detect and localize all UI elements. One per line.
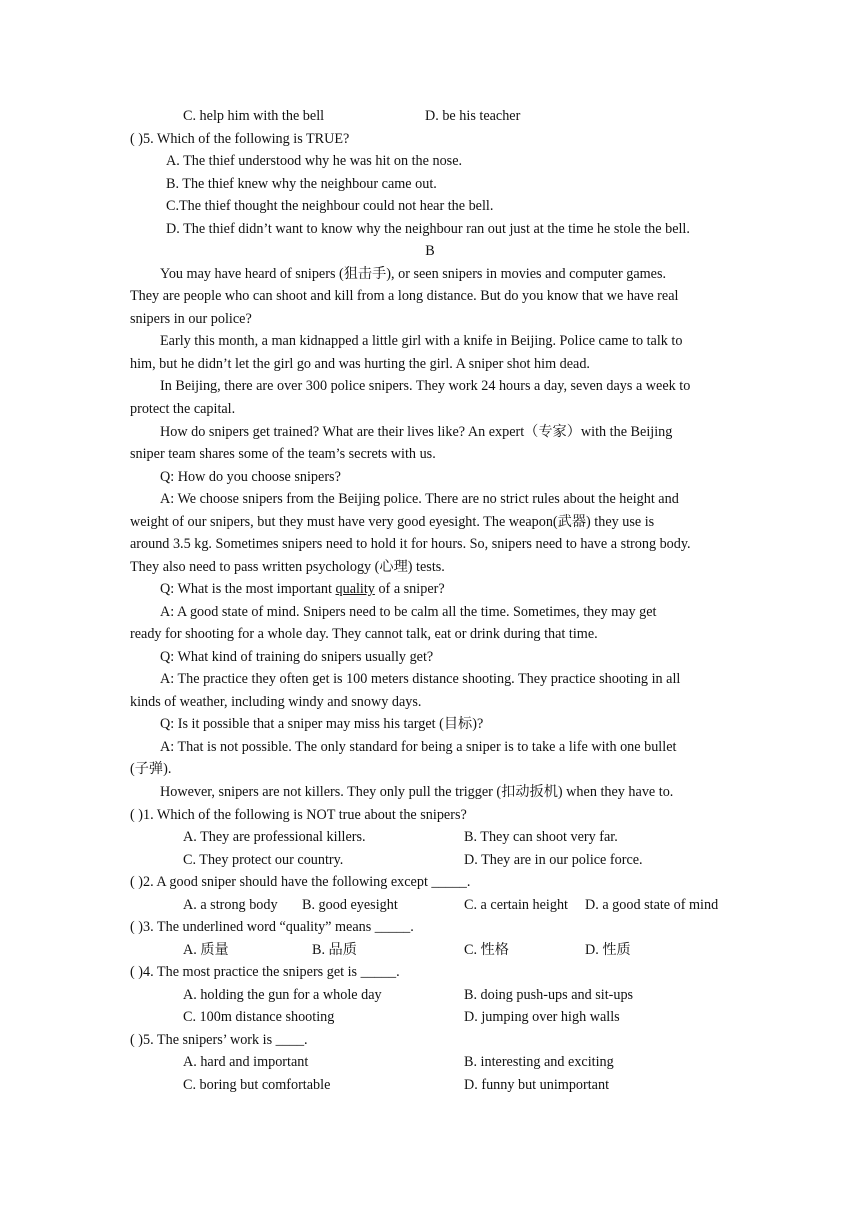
q2-option-d: D. a good state of mind [585,897,719,913]
q3-option-b: B. 品质 [312,942,357,958]
q2-option-b: B. good eyesight [302,897,398,913]
passage-line: sniper team shares some of the team’s secrets with us. [130,446,436,462]
passage-line: weight of our snipers, but they must have very good eyesight. The weapon(武器) they use is [130,514,655,530]
question-2-stem-line [130,873,470,891]
quality-question-prefix: Q: What is the most important [160,581,336,597]
a-q5-option-b: B. The thief knew why the neighbour came out. [166,176,437,192]
passage-line: Q: What kind of training do snipers usually get? [160,649,434,665]
underlined-word: quality [335,581,375,597]
q1-option-c: C. They protect our country. [183,852,344,868]
a-q4-option-c: C. help him with the bell [183,108,325,124]
passage-line: They are people who can shoot and kill from a long distance. But do you know that we have real [130,288,679,304]
passage-line: around 3.5 kg. Sometimes snipers need to hold it for hours. So, snipers need to have a strong body. [130,536,691,552]
answer-blank[interactable]: ( ) [130,807,143,823]
passage-line: A: That is not possible. The only standard for being a sniper is to take a life with one bullet [160,739,677,755]
q1-option-b: B. They can shoot very far. [464,829,618,845]
passage-line: ready for shooting for a whole day. They cannot talk, eat or drink during that time. [130,626,598,642]
passage-line: How do snipers get trained? What are their lives like? An expert（专家）with the Beijing [160,424,673,440]
passage-line: A: The practice they often get is 100 meters distance shooting. They practice shooting in all [160,671,681,687]
passage-line: However, snipers are not killers. They only pull the trigger (扣动扳机) when they have to. [160,784,674,800]
a-q5-stem-line [130,130,349,148]
q3-option-a: A. 质量 [183,942,229,958]
answer-blank[interactable]: ( ) [130,1032,143,1048]
q2-option-c: C. a certain height [464,897,569,913]
question-4-stem-line [130,963,400,981]
answer-blank[interactable]: ( ) [130,964,143,980]
a-q5-option-d: D. The thief didn’t want to know why the neighbour ran out just at the time he stole the bell. [166,221,690,237]
a-q5-option-c: C.The thief thought the neighbour could not hear the bell. [166,198,494,214]
question-5-stem-line [130,1031,308,1049]
q5-option-a: A. hard and important [183,1054,309,1070]
question-5-stem: 5. The snipers’ work is ____. [143,1032,308,1048]
question-1-stem-line [130,806,467,824]
q5-option-c: C. boring but comfortable [183,1077,331,1093]
passage-line: In Beijing, there are over 300 police snipers. They work 24 hours a day, seven days a week to [160,378,691,394]
question-3-stem: 3. The underlined word “quality” means _____. [143,919,414,935]
passage-line: (子弹). [130,761,172,777]
q4-option-b: B. doing push-ups and sit-ups [464,987,634,1003]
a-q4-option-d: D. be his teacher [425,108,521,124]
passage-line: A: A good state of mind. Snipers need to be calm all the time. Sometimes, they may get [160,604,657,620]
passage-line: protect the capital. [130,401,236,417]
passage-b-heading: B [425,243,435,259]
a-q5-option-a: A. The thief understood why he was hit on the nose. [166,153,463,169]
q4-option-d: D. jumping over high walls [464,1009,620,1025]
question-3-stem-line [130,918,414,936]
q2-option-a: A. a strong body [183,897,278,913]
passage-line: Early this month, a man kidnapped a little girl with a knife in Beijing. Police came to talk to [160,333,683,349]
q5-option-b: B. interesting and exciting [464,1054,614,1070]
question-2-stem: 2. A good sniper should have the following except _____. [143,874,471,890]
q5-option-d: D. funny but unimportant [464,1077,610,1093]
a-q5-stem: 5. Which of the following is TRUE? [143,131,350,147]
answer-blank[interactable]: ( ) [130,131,143,147]
answer-blank[interactable]: ( ) [130,919,143,935]
quality-question-suffix: of a sniper? [374,581,445,597]
passage-line: snipers in our police? [130,311,252,327]
passage-line: They also need to pass written psychology (心理) tests. [130,559,445,575]
q3-option-c: C. 性格 [464,942,509,958]
q1-option-d: D. They are in our police force. [464,852,643,868]
passage-line-quality [160,580,445,598]
passage-line: kinds of weather, including windy and snowy days. [130,694,422,710]
q3-option-d: D. 性质 [585,942,631,958]
answer-blank[interactable]: ( ) [130,874,143,890]
passage-line: Q: Is it possible that a sniper may miss his target (目标)? [160,716,484,732]
passage-line: You may have heard of snipers (狙击手), or seen snipers in movies and computer games. [160,266,667,282]
question-4-stem: 4. The most practice the snipers get is _____. [143,964,400,980]
passage-line: Q: How do you choose snipers? [160,469,341,485]
passage-line: A: We choose snipers from the Beijing police. There are no strict rules about the height and [160,491,679,507]
question-1-stem: 1. Which of the following is NOT true about the snipers? [143,807,467,823]
q4-option-a: A. holding the gun for a whole day [183,987,382,1003]
q4-option-c: C. 100m distance shooting [183,1009,335,1025]
passage-line: him, but he didn’t let the girl go and was hurting the girl. A sniper shot him dead. [130,356,590,372]
q1-option-a: A. They are professional killers. [183,829,366,845]
